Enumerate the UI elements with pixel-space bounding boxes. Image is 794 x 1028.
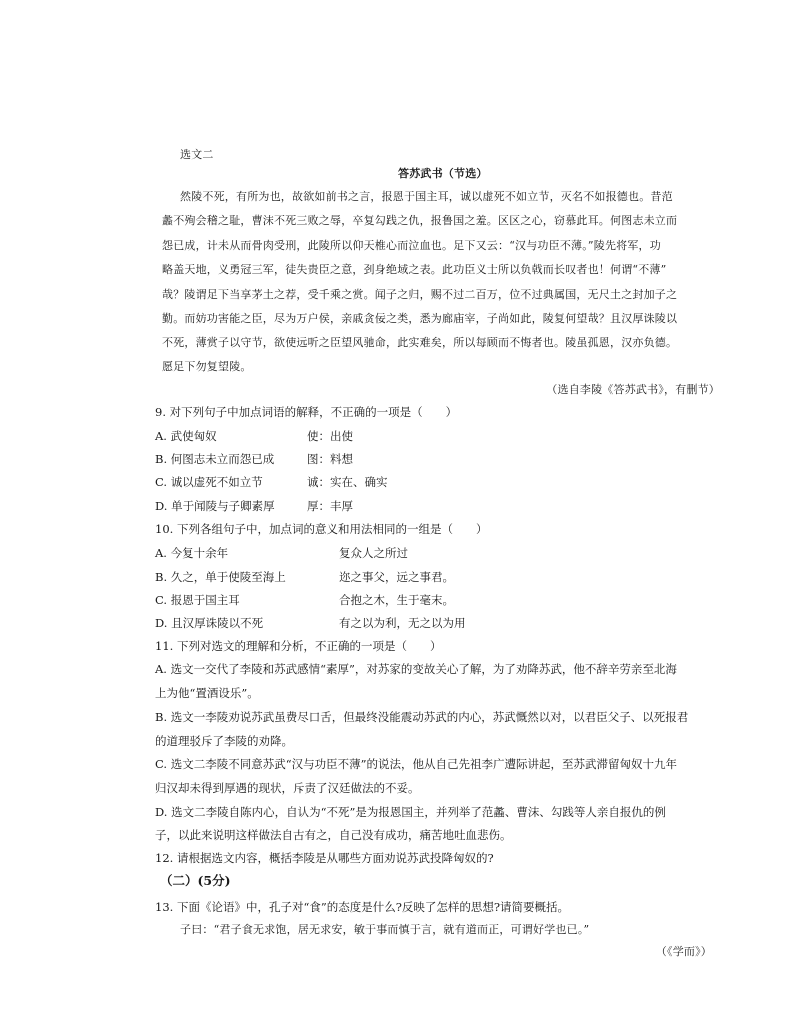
q10-option-a: A. 今复十余年 — [155, 546, 229, 560]
q10-pair-c: 合抱之木，生于毫末。 — [339, 593, 454, 607]
passage-line: 愿足下勿复望陵。 — [162, 360, 252, 373]
q10-option-d: D. 且汉厚诛陵以不死 — [155, 616, 264, 630]
passage-line: 然陵不死，有所为也，故欲如前书之言，报恩于国主耳，诚以虚死不如立节，灭名不如报德也。昔范 — [180, 190, 673, 203]
passage-line: 哉？陵谓足下当享茅土之荐，受千乘之赏。闻子之归，赐不过二百万，位不过典属国，无尺土之封加子之 — [162, 288, 678, 301]
q11-line: 归汉却未得到厚遇的现状，斥责了汉廷做法的不妥。 — [155, 781, 420, 795]
q10-pair-a: 复众人之所过 — [339, 546, 408, 560]
q13-quote: 子曰：“君子食无求饱，居无求安，敏于事而慎于言，就有道而正，可谓好学也已。” — [180, 923, 590, 936]
q9-option-a: A. 武使匈奴 — [155, 429, 217, 443]
passage-title: 答苏武书（节选） — [398, 167, 488, 180]
q13-quote-source: （《学而》） — [655, 945, 712, 958]
q10-option-b: B. 久之，单于使陵至海上 — [155, 570, 286, 584]
section-label: 选文二 — [180, 148, 214, 161]
q11-line: 上为他“置酒设乐”。 — [155, 686, 259, 700]
passage-line: 蠡不殉会稽之耻，曹沫不死三败之辱，卒复勾践之仇，报鲁国之羞。区区之心，窃慕此耳。何图志未立而 — [162, 214, 678, 227]
passage-line: 勤。而妨功害能之臣，尽为万户侯，亲戚贪佞之类，悉为廊庙宰，子尚如此，陵复何望哉？且汉厚诛陵以 — [162, 312, 678, 325]
q10-pair-d: 有之以为利，无之以为用 — [339, 616, 466, 630]
part2-heading: （二）(5分) — [160, 873, 231, 888]
q13-stem: 13. 下面《论语》中，孔子对“食”的态度是什么?反映了怎样的思想?请简要概括。 — [155, 900, 570, 914]
q11-line: A. 选文一交代了李陵和苏武感情“素厚”，对苏家的变故关心了解，为了劝降苏武，他不辞辛劳亲至北海 — [155, 662, 677, 676]
q9-stem: 9. 对下列句子中加点词语的解释，不正确的一项是（ ） — [155, 405, 458, 419]
q11-line: 子，以此来说明这样做法自古有之，自己没有成功，痛苦地吐血悲伤。 — [155, 828, 512, 842]
q9-gloss-b: 图：料想 — [307, 452, 353, 466]
q9-gloss-c: 诚：实在、确实 — [307, 475, 388, 489]
q10-option-c: C. 报恩于国主耳 — [155, 593, 240, 607]
passage-source: （选自李陵《答苏武书》，有删节） — [546, 383, 720, 396]
q9-option-b: B. 何图志未立而怨已成 — [155, 452, 275, 466]
passage-line: 不死，薄赏子以守节，欲使远听之臣望风驰命，此实难矣，所以每顾而不悔者也。陵虽孤恩，汉亦负德。 — [162, 336, 678, 349]
q11-line: 的道理驳斥了李陵的劝降。 — [155, 734, 293, 748]
passage-line: 怨已成，计未从而骨肉受刑，此陵所以仰天椎心而泣血也。足下又云：“汉与功臣不薄。”陵先将军，功 — [162, 239, 661, 252]
q12-stem: 12. 请根据选文内容，概括李陵是从哪些方面劝说苏武投降匈奴的? — [155, 851, 494, 865]
q9-option-c: C. 诚以虚死不如立节 — [155, 475, 263, 489]
q11-line: D. 选文二李陵自陈内心，自认为“不死”是为报恩国主，并列举了范蠡、曹沫、勾践等人亲自报仇的例 — [155, 805, 666, 819]
q11-line: B. 选文一李陵劝说苏武虽费尽口舌，但最终没能震动苏武的内心，苏武慨然以对，以君臣父子、以死报君 — [155, 710, 689, 724]
q11-stem: 11. 下列对选文的理解和分析，不正确的一项是（ ） — [155, 639, 442, 653]
q11-line: C. 选文二李陵不同意苏武“汉与功臣不薄”的说法，他从自己先祖李广遭际讲起，至苏武滞留匈奴十九年 — [155, 757, 677, 771]
q9-gloss-d: 厚：丰厚 — [307, 499, 353, 513]
passage-line: 略盖天地，义勇冠三军，徒失贵臣之意，刭身绝域之表。此功臣义士所以负戟而长叹者也！何谓“不薄” — [162, 263, 667, 276]
q9-option-d: D. 单于闻陵与子卿素厚 — [155, 499, 275, 513]
q9-gloss-a: 使：出使 — [307, 429, 353, 443]
q10-stem: 10. 下列各组句子中，加点词的意义和用法相同的一组是（ ） — [155, 522, 488, 536]
q10-pair-b: 迩之事父，远之事君。 — [339, 570, 454, 584]
